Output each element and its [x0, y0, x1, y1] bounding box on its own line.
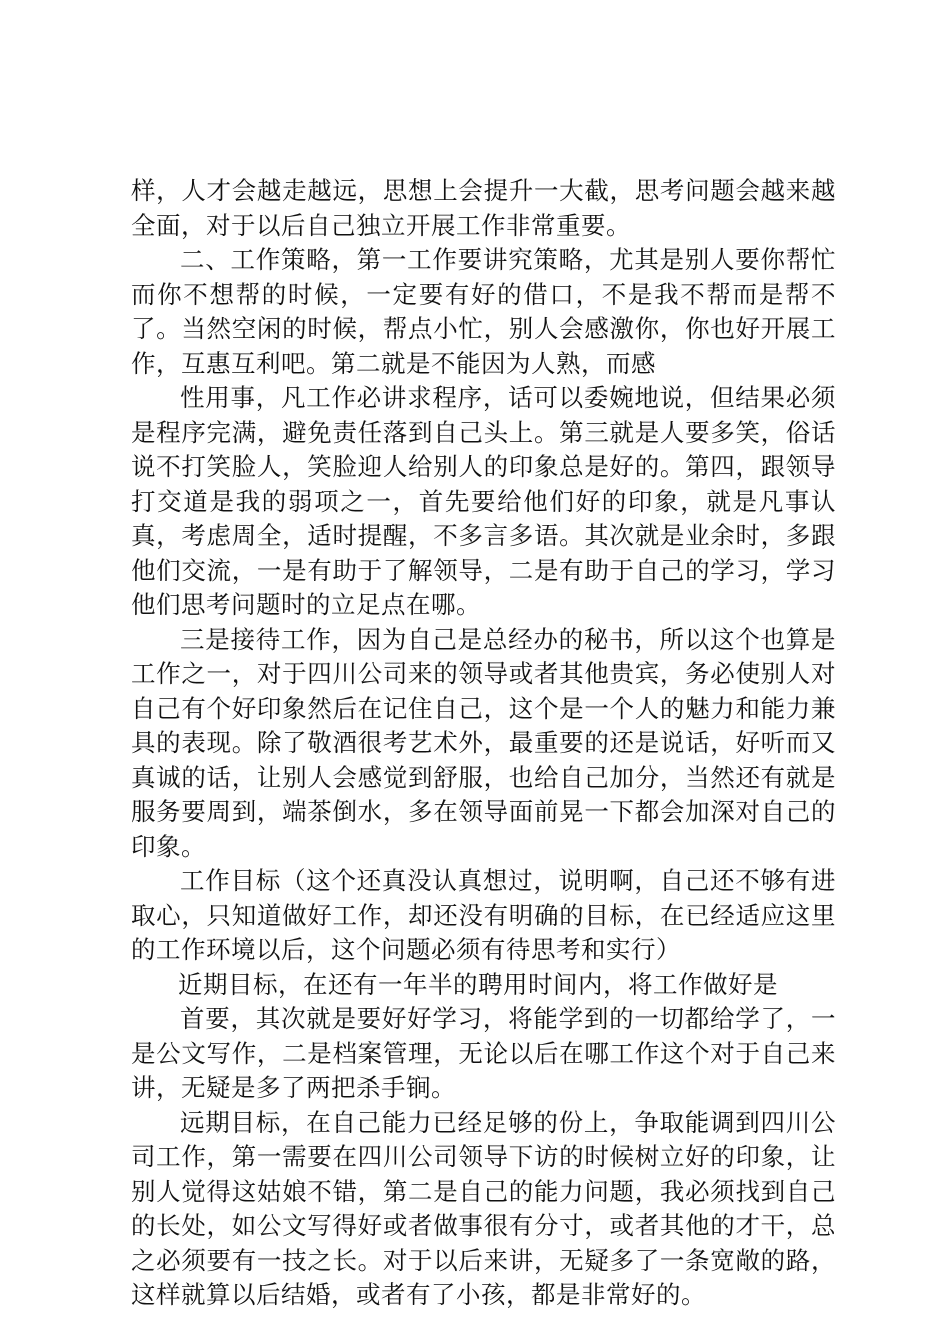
- paragraph-short-term-goal: 近期目标，在还有一年半的聘用时间内，将工作做好是: [178, 969, 778, 999]
- paragraph-work-strategy-cont: 性用事，凡工作必讲求程序，话可以委婉地说，但结果必须是程序完满，避免责任落到自己头上。第三就是人要多笑，俗话说不打笑脸人，笑脸迎人给别人的印象总是好的。第四，跟领导打交道是我的弱项之一，首先要给他们好的印象，就是凡事认真，考虑周全，适时提醒，不多言多语。其次就是业余时，多跟他们交流，一是有助于了解领导，二是有助于自己的学习，学习他们思考问题时的立足点在哪。: [131, 383, 836, 619]
- paragraph-long-term-goal: 远期目标，在自己能力已经足够的份上，争取能调到四川公司工作，第一需要在四川公司领导下访的时候树立好的印象，让别人觉得这姑娘不错，第二是自己的能力问题，我必须找到自己的长处，如公文写得好或者做事很有分寸，或者其他的才干，总之必须要有一技之长。对于以后来讲，无疑多了一条宽敞的路，这样就算以后结婚，或者有了小孩，都是非常好的。: [131, 1107, 836, 1309]
- paragraph-short-term-goal-cont: 首要，其次就是要好好学习，将能学到的一切都给学了，一是公文写作，二是档案管理，无论以后在哪工作这个对于自己来讲，无疑是多了两把杀手锏。: [131, 1004, 836, 1102]
- paragraph-work-strategy: 二、工作策略，第一工作要讲究策略，尤其是别人要你帮忙而你不想帮的时候，一定要有好的借口，不是我不帮而是帮不了。当然空闲的时候，帮点小忙，别人会感激你，你也好开展工作，互惠互利吧。第二就是不能因为人熟，而感: [131, 245, 836, 378]
- paragraph-continuation: 样，人才会越走越远，思想上会提升一大截，思考问题会越来越全面，对于以后自己独立开展工作非常重要。: [131, 176, 836, 240]
- paragraph-reception-work: 三是接待工作，因为自己是总经办的秘书，所以这个也算是工作之一，对于四川公司来的领导或者其他贵宾，务必使别人对自己有个好印象然后在记住自己，这个是一个人的魅力和能力兼具的表现。除了敬酒很考艺术外，最重要的还是说话，好听而又真诚的话，让别人会感觉到舒服，也给自己加分，当然还有就是服务要周到，端茶倒水，多在领导面前晃一下都会加深对自己的印象。: [131, 624, 836, 861]
- document-body: [131, 174, 836, 1313]
- paragraph-work-goals: 工作目标（这个还真没认真想过，说明啊，自己还不够有进取心，只知道做好工作，却还没有明确的目标，在已经适应这里的工作环境以后，这个问题必须有待思考和实行）: [131, 866, 836, 964]
